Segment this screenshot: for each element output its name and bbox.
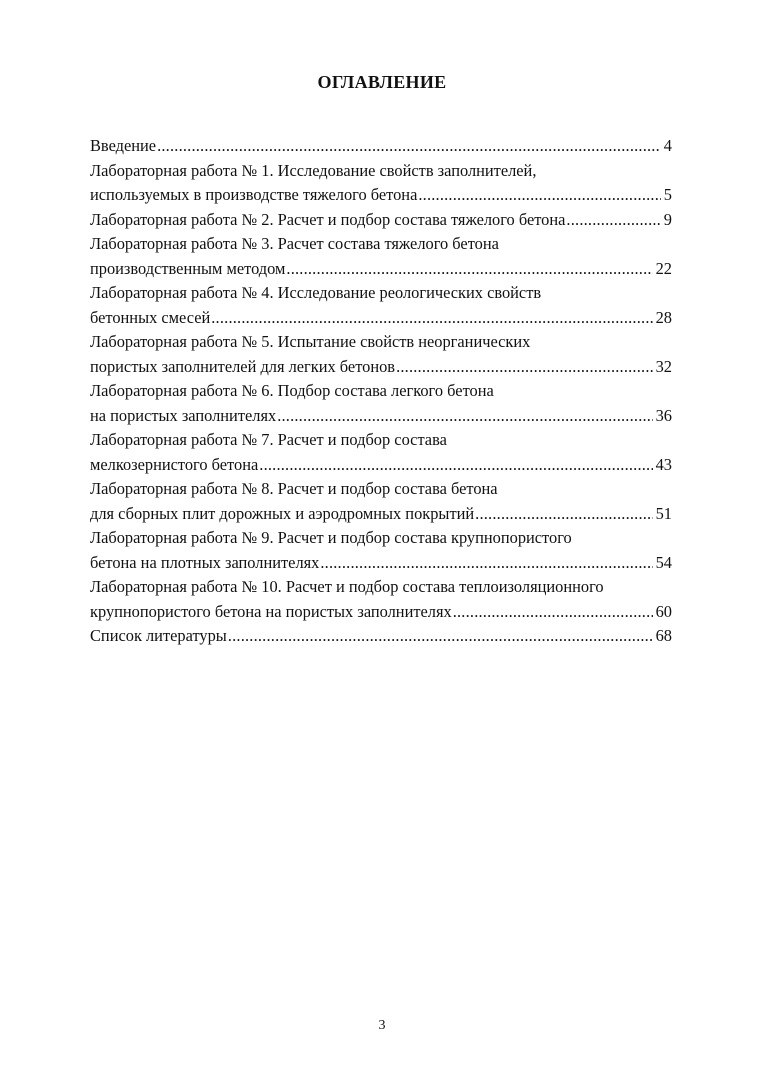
toc-entry-line xyxy=(90,404,672,429)
toc-entry[interactable] xyxy=(90,575,672,624)
toc-entry-line xyxy=(90,281,672,306)
toc-entry-text: Лабораторная работа № 2. Расчет и подбор состава тяжелого бетона xyxy=(90,209,566,229)
toc-entry[interactable] xyxy=(90,526,672,575)
toc-entry-text: Лабораторная работа № 4. Исследование реологических свойств xyxy=(90,283,542,302)
page-number: 3 xyxy=(378,1018,386,1033)
toc-entry-line xyxy=(90,624,672,649)
toc-entry-line xyxy=(90,330,672,355)
toc-entry-page: 51 xyxy=(655,503,672,523)
toc-entry-text: Список литературы xyxy=(90,626,227,645)
toc-entry-page: 43 xyxy=(655,454,672,474)
toc-entry-line xyxy=(90,134,672,159)
toc-entry-line xyxy=(90,428,672,453)
toc-entry-line xyxy=(90,477,672,502)
toc-entry-text: Лабораторная работа № 1. Исследование свойств заполнителей, xyxy=(90,160,537,180)
toc-entry[interactable] xyxy=(90,624,672,649)
dot-leader xyxy=(475,502,652,527)
toc-entry[interactable] xyxy=(90,232,672,281)
toc-entry-text: Лабораторная работа № 7. Расчет и подбор состава xyxy=(90,430,447,449)
toc-entry-line xyxy=(90,306,672,331)
dot-leader xyxy=(157,134,661,159)
toc-entry-text: на пористых заполнителях xyxy=(90,405,277,425)
toc-entry-text: бетонных смесей xyxy=(90,307,211,327)
toc-entry-page: 28 xyxy=(655,307,672,327)
dot-leader xyxy=(320,551,652,576)
toc-entry-text: Лабораторная работа № 10. Расчет и подбор состава теплоизоляционного xyxy=(90,577,604,596)
toc-entry-line xyxy=(90,502,672,527)
toc-entry-text: крупнопористого бетона на пористых заполнителях xyxy=(90,601,452,621)
toc-entry-page: 22 xyxy=(655,258,672,278)
toc-entry-line xyxy=(90,526,672,551)
toc-entry-text: Лабораторная работа № 9. Расчет и подбор состава крупнопористого xyxy=(90,528,572,547)
toc-entry-text: пористых заполнителей для легких бетонов xyxy=(90,356,396,376)
toc-entry-line xyxy=(90,208,672,233)
toc-entry-line xyxy=(90,575,672,600)
toc-entry-page: 9 xyxy=(663,209,672,229)
toc-entry-line xyxy=(90,551,672,576)
toc-entry[interactable] xyxy=(90,330,672,379)
toc-entry-page: 54 xyxy=(655,552,672,572)
dot-leader xyxy=(418,183,660,208)
toc-entry[interactable] xyxy=(90,159,672,208)
toc-entry-line xyxy=(90,453,672,478)
dot-leader xyxy=(396,355,653,380)
dot-leader xyxy=(277,404,652,429)
table-of-contents xyxy=(90,134,672,649)
toc-entry[interactable] xyxy=(90,379,672,428)
toc-entry-text: для сборных плит дорожных и аэродромных покрытий xyxy=(90,503,475,523)
toc-entry-page: 36 xyxy=(655,405,672,425)
toc-entry-text: Лабораторная работа № 8. Расчет и подбор состава бетона xyxy=(90,479,498,498)
dot-leader xyxy=(211,306,652,331)
toc-entry-line xyxy=(90,379,672,404)
toc-entry-line xyxy=(90,355,672,380)
toc-entry-line xyxy=(90,600,672,625)
toc-entry[interactable] xyxy=(90,134,672,159)
toc-entry-text: Лабораторная работа № 3. Расчет состава тяжелого бетона xyxy=(90,234,499,253)
toc-entry-page: 4 xyxy=(663,136,672,155)
toc-entry-page: 68 xyxy=(655,626,672,645)
toc-entry-text: Лабораторная работа № 6. Подбор состава легкого бетона xyxy=(90,381,494,400)
toc-entry-line xyxy=(90,232,672,257)
toc-entry-line xyxy=(90,159,672,184)
toc-entry-page: 32 xyxy=(655,356,672,376)
toc-entry[interactable] xyxy=(90,208,672,233)
toc-entry-text: мелкозернистого бетона xyxy=(90,454,259,474)
toc-entry-text: производственным методом xyxy=(90,258,286,278)
toc-entry-text: бетона на плотных заполнителях xyxy=(90,552,320,572)
toc-entry[interactable] xyxy=(90,428,672,477)
dot-leader xyxy=(453,600,653,625)
page-title: ОГЛАВЛЕНИЕ xyxy=(317,72,447,92)
toc-entry-line xyxy=(90,257,672,282)
toc-entry-page: 5 xyxy=(663,185,672,204)
toc-entry-page: 60 xyxy=(655,601,672,621)
dot-leader xyxy=(286,257,652,282)
toc-entry[interactable] xyxy=(90,477,672,526)
dot-leader xyxy=(259,453,652,478)
dot-leader xyxy=(228,624,653,649)
toc-entry-text: используемых в производстве тяжелого бетона xyxy=(90,185,418,204)
dot-leader xyxy=(566,208,660,233)
toc-entry[interactable] xyxy=(90,281,672,330)
toc-entry-line xyxy=(90,183,672,208)
toc-entry-text: Введение xyxy=(90,136,157,155)
toc-entry-text: Лабораторная работа № 5. Испытание свойств неорганических xyxy=(90,332,531,351)
